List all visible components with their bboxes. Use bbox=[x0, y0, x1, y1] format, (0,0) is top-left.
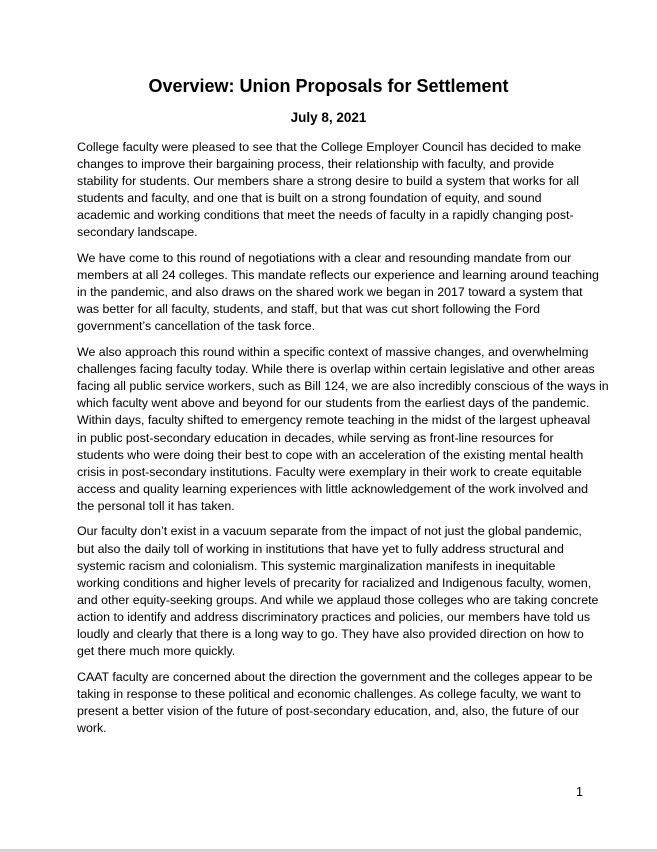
paragraph-line: in the pandemic, and also draws on the shared work we began in 2017 toward a system that bbox=[77, 285, 583, 300]
paragraph-line: changes to improve their bargaining process, their relationship with faculty, and provide bbox=[77, 157, 555, 172]
paragraph-line: but also the daily toll of working in institutions that have yet to fully address structural and bbox=[77, 541, 564, 556]
paragraph-line: get there much more quickly. bbox=[77, 644, 236, 659]
paragraph-line: working conditions and higher levels of precarity for racialized and Indigenous faculty, women, bbox=[77, 575, 592, 590]
paragraph-line: students and faculty, and one that is built on a strong foundation of equity, and sound bbox=[77, 191, 542, 206]
paragraph-line: facing all public service workers, such as Bill 124, we are also incredibly conscious of the ways in bbox=[77, 379, 609, 394]
paragraph bbox=[77, 344, 609, 515]
paragraph-line: challenges facing faculty today. While there is overlap within certain legislative and other areas bbox=[77, 362, 595, 377]
paragraph-line: the personal toll it has taken. bbox=[77, 498, 235, 513]
paragraph-line: secondary landscape. bbox=[77, 225, 198, 240]
paragraph-line: work. bbox=[77, 721, 107, 735]
paragraph-line: academic and working conditions that meet the needs of faculty in a rapidly changing post- bbox=[77, 208, 574, 223]
paragraph-line: and other equity-seeking groups. And while we applaud those colleges who are taking concrete bbox=[77, 592, 599, 607]
paragraph bbox=[77, 139, 597, 242]
paragraph-line: systemic racism and colonialism. This systemic marginalization manifests in inequitable bbox=[77, 558, 556, 573]
paragraph-line: action to identify and address discriminatory practices and policies, our members have told us bbox=[77, 609, 591, 624]
paragraph bbox=[77, 669, 597, 737]
paragraph-line: crisis in post-secondary institutions. Faculty were exemplary in their work to create equitable bbox=[77, 464, 582, 479]
paragraph-line: Our faculty don’t exist in a vacuum separate from the impact of not just the global pandemic, bbox=[77, 524, 582, 539]
paragraph-line: in public post-secondary education in decades, while serving as front-line resources for bbox=[77, 430, 554, 445]
paragraph-line: taking in response to these political and economic challenges. As college faculty, we want to bbox=[77, 686, 581, 701]
paragraph-line: stability for students. Our members share a strong desire to build a system that works for all bbox=[77, 174, 580, 189]
paragraph-line: members at all 24 colleges. This mandate reflects our experience and learning around teaching bbox=[77, 268, 599, 283]
paragraph-line: We have come to this round of negotiations with a clear and resounding mandate from our bbox=[77, 251, 572, 266]
document-body bbox=[77, 139, 609, 746]
paragraph-line: was better for all faculty, students, and staff, but that was cut short following the Ford bbox=[77, 302, 541, 317]
paragraph-line: We also approach this round within a specific context of massive changes, and overwhelming bbox=[77, 345, 589, 360]
paragraph-line: which faculty went above and beyond for our students from the earliest days of the pandemic. bbox=[77, 396, 590, 411]
paragraph-line: College faculty were pleased to see that the College Employer Council has decided to make bbox=[77, 140, 582, 154]
paragraph-line: access and quality learning experiences with little acknowledgement of the work involved and bbox=[77, 481, 589, 496]
document-title: Overview: Union Proposals for Settlement bbox=[148, 76, 509, 96]
paragraph bbox=[77, 523, 597, 660]
paragraph-line: Within days, faculty shifted to emergency remote teaching in the midst of the largest upheaval bbox=[77, 413, 591, 428]
paragraph-line: students who were doing their best to cope with an acceleration of the existing mental health bbox=[77, 447, 584, 462]
paragraph-line: loudly and clearly that there is a long way to go. They have also provided direction on how to bbox=[77, 627, 584, 642]
paragraph bbox=[77, 250, 597, 335]
page-number: 1 bbox=[576, 785, 583, 799]
paragraph-line: present a better vision of the future of post-secondary education, and, also, the future of our bbox=[77, 703, 580, 718]
paragraph-line: government’s cancellation of the task force. bbox=[77, 319, 316, 334]
paragraph-line: CAAT faculty are concerned about the direction the government and the colleges appear to be bbox=[77, 669, 593, 684]
document-date: July 8, 2021 bbox=[290, 110, 367, 125]
